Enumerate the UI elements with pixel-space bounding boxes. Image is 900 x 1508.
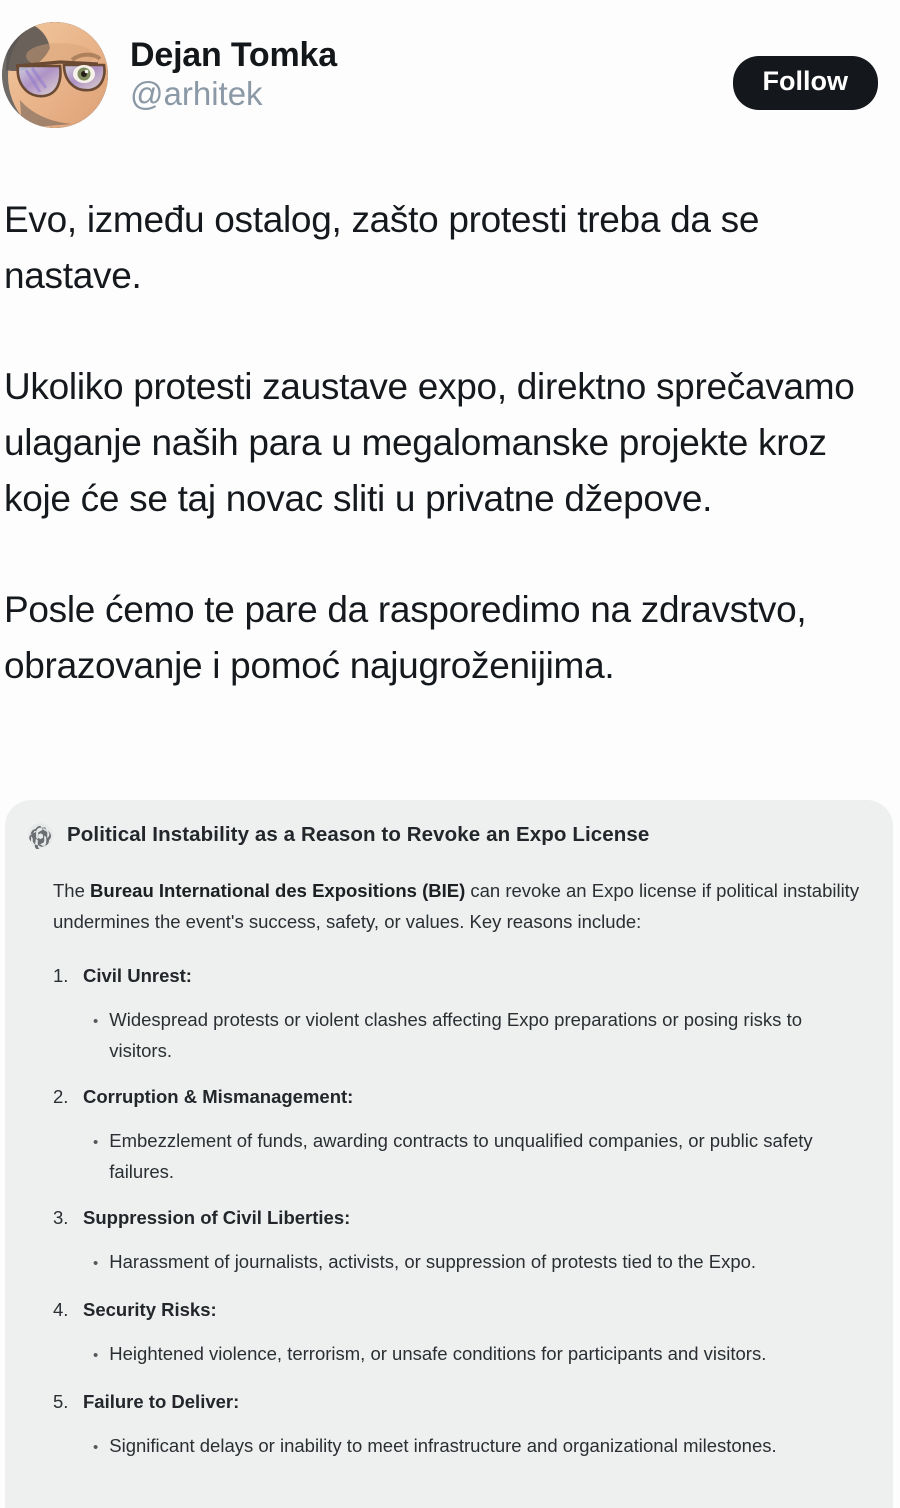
bullet-icon: • xyxy=(93,1439,99,1456)
card-header xyxy=(23,822,867,849)
bullet-icon: • xyxy=(93,1255,99,1272)
card-intro-bold: Bureau International des Expositions (BIE) xyxy=(90,880,466,901)
tweet-text xyxy=(4,192,896,694)
list-item-title: Suppression of Civil Liberties: xyxy=(83,1207,351,1228)
bullet-icon: • xyxy=(93,1134,99,1151)
sub-bullet-item xyxy=(53,1430,861,1463)
list-item-number: 1. xyxy=(53,965,69,986)
card-title: Political Instability as a Reason to Revoke an Expo License xyxy=(67,823,650,847)
embedded-chatgpt-card xyxy=(5,800,893,1508)
card-intro xyxy=(53,875,861,937)
user-handle: @arhitek xyxy=(130,75,263,113)
list-item xyxy=(53,961,861,1066)
sub-bullet-text: Heightened violence, terrorism, or unsafe conditions for participants and visitors. xyxy=(109,1343,767,1364)
list-item xyxy=(53,1082,861,1187)
list-item-heading xyxy=(53,1203,861,1233)
sub-bullet-text: Significant delays or inability to meet infrastructure and organizational milestones. xyxy=(109,1435,777,1456)
list-item xyxy=(53,1387,861,1463)
follow-button[interactable]: Follow xyxy=(733,56,878,110)
sub-bullet-text: Embezzlement of funds, awarding contracts to unqualified companies, or public safety failures. xyxy=(109,1130,813,1182)
list-item-heading xyxy=(53,961,861,991)
sub-bullet-text: Widespread protests or violent clashes affecting Expo preparations or posing risks to visitors. xyxy=(109,1009,803,1061)
list-item-title: Civil Unrest: xyxy=(83,965,192,986)
tweet-paragraph: Evo, između ostalog, zašto protesti treba da se nastave. xyxy=(4,199,760,296)
list-item-heading xyxy=(53,1295,861,1325)
list-item-heading xyxy=(53,1082,861,1112)
display-name: Dejan Tomka xyxy=(130,36,337,74)
reasons-list xyxy=(53,961,861,1463)
list-item-number: 2. xyxy=(53,1086,69,1107)
list-item xyxy=(53,1203,861,1279)
sub-bullet-item xyxy=(53,1246,861,1279)
sub-bullet-item xyxy=(53,1338,861,1371)
card-intro-after: can revoke an Expo license if political instability undermines the event's success, safety, or values. Key reasons include: xyxy=(53,880,860,932)
tweet-header xyxy=(0,22,900,140)
list-item-number: 3. xyxy=(53,1207,69,1228)
bullet-icon: • xyxy=(93,1347,99,1364)
sub-bullet-item xyxy=(53,1125,861,1187)
list-item-heading xyxy=(53,1387,861,1417)
list-item xyxy=(53,1295,861,1371)
list-item-title: Failure to Deliver: xyxy=(83,1391,240,1412)
card-body xyxy=(23,875,867,1463)
card-intro-before: The xyxy=(53,880,91,901)
openai-logo-icon xyxy=(27,822,54,849)
sub-bullet-item xyxy=(53,1004,861,1066)
list-item-number: 5. xyxy=(53,1391,69,1412)
avatar[interactable] xyxy=(2,22,108,128)
list-item-number: 4. xyxy=(53,1299,69,1320)
bullet-icon: • xyxy=(93,1013,99,1030)
tweet-paragraph: Posle ćemo te pare da rasporedimo na zdravstvo, obrazovanje i pomoć najugroženijima. xyxy=(4,589,807,686)
list-item-title: Security Risks: xyxy=(83,1299,217,1320)
sub-bullet-text: Harassment of journalists, activists, or suppression of protests tied to the Expo. xyxy=(109,1251,757,1272)
tweet-paragraph: Ukoliko protesti zaustave expo, direktno sprečavamo ulaganje naših para u megalomanske projekte kroz koje će se taj novac sliti u privatne džepove. xyxy=(4,366,855,519)
list-item-title: Corruption & Mismanagement: xyxy=(83,1086,354,1107)
name-block xyxy=(130,22,337,113)
